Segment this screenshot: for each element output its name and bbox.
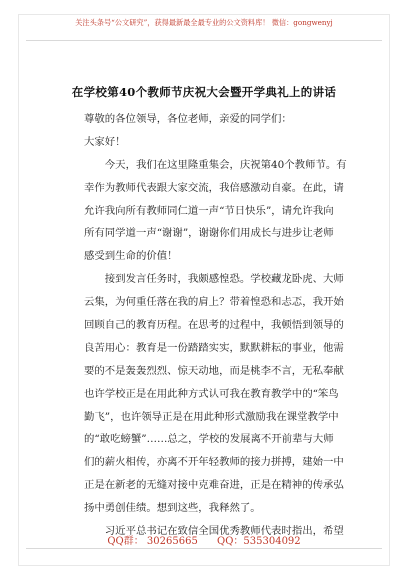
document-body (84, 108, 354, 543)
body-line: 感受到生命的价值！ (84, 250, 178, 263)
body-line: 回顾自己的教育历程。在思考的过程中，我顿悟到领导的 (84, 319, 344, 332)
footer-qq: QQ：535304092 (217, 536, 301, 547)
body-line: 幸作为教师代表跟大家交流，我倍感激动自豪。在此，请 (84, 181, 344, 194)
body-line: 的“敢吃螃蟹”……总之，学校的发展离不开前辈与大师 (84, 433, 334, 446)
header-divider (26, 40, 382, 41)
body-line: 允许我向所有教师同仁道一声“节日快乐”，请允许我向 (84, 204, 334, 217)
document-title: 在学校第40个教师节庆祝大会暨开学典礼上的讲话 (71, 85, 337, 99)
header-banner: 关注头条号“公文研究”，获得最新最全最专业的公文资料库！ 微信：gongwenyj (75, 18, 333, 27)
body-line: 尊敬的各位领导，各位老师，亲爱的同学们： (84, 113, 292, 125)
body-line: 要的不是轰轰烈烈、惊天动地，而是桃李不言，无私奉献 (84, 364, 344, 377)
footer-divider (26, 548, 382, 549)
footer-qq-group: QQ群： 30265665 (107, 536, 198, 547)
body-line: 也许学校正是在用此种方式认可我在教育教学中的“笨鸟 (84, 387, 339, 400)
body-line: 良苦用心：教育是一份踏踏实实，默默耕耘的事业，他需 (84, 341, 344, 354)
body-line: 今天，我们在这里隆重集会，庆祝第40个教师节。有 (104, 158, 347, 171)
body-line: 大家好！ (84, 135, 126, 148)
footer-contact (0, 532, 408, 547)
body-line: 接到发言任务时，我颇感惶恐。学校藏龙卧虎、大师 (104, 273, 344, 286)
body-line: 们的薪火相传，亦离不开年轻教师的接力拼搏，建始一中 (84, 456, 344, 469)
body-line: 习近平总书记在致信全国优秀教师代表时指出，希望 (104, 525, 344, 538)
body-line: 所有同学道一声“谢谢”，谢谢你们用成长与进步让老师 (84, 227, 334, 240)
body-line: 扬中勇创佳绩。想到这些，我释然了。 (84, 502, 261, 515)
body-line: 云集，为何重任落在我的肩上？带着惶恐和忐忑，我开始 (84, 296, 344, 309)
body-line: 正是在新老的无缝对接中克难奋进，正是在精神的传承弘 (84, 479, 344, 492)
body-line: 勤飞”，也许领导正是在用此种形式激励我在课堂教学中 (84, 410, 339, 423)
